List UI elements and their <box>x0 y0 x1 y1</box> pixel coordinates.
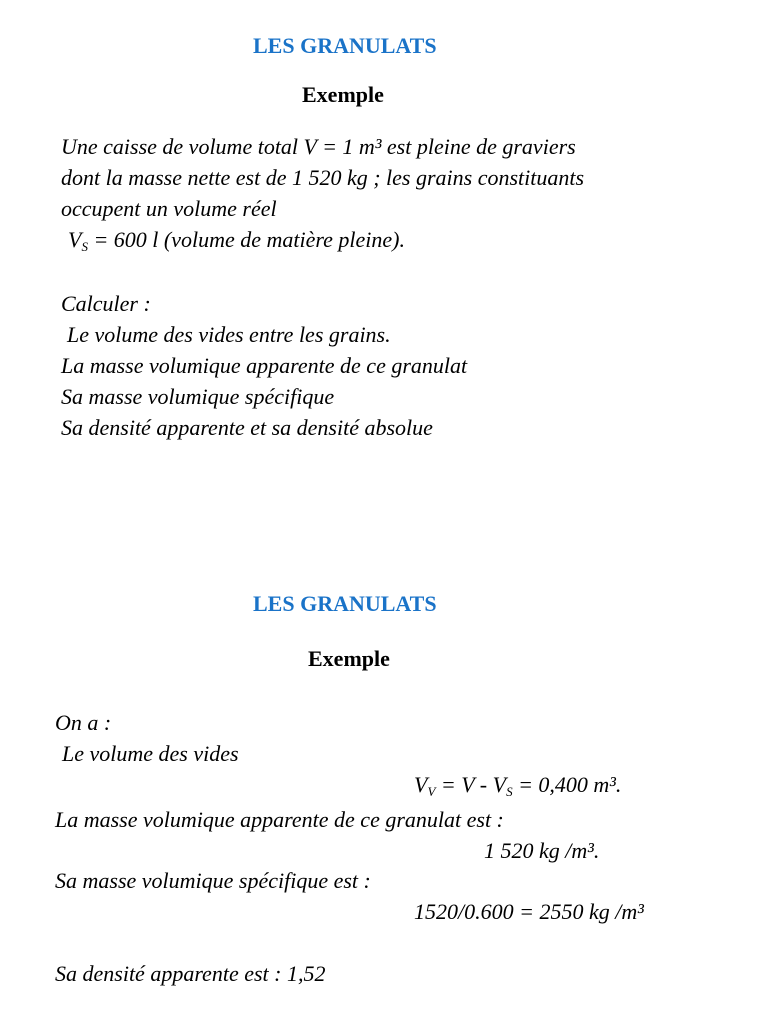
vs-definition: = 600 l (volume de matière pleine). <box>87 227 405 252</box>
specifique-value: 1520/0.600 = 2550 kg /m³ <box>414 899 644 924</box>
vv-subscript: V <box>427 784 436 799</box>
calculer-item-3: Sa masse volumique spécifique <box>61 384 335 409</box>
vides-formula <box>414 772 622 799</box>
vs-symbol: V <box>68 227 82 252</box>
apparente-label: La masse volumique apparente de ce granulat est : <box>55 807 504 832</box>
densite-apparente: Sa densité apparente est : 1,52 <box>55 961 326 986</box>
page-title: LES GRANULATS <box>253 33 437 58</box>
section-subtitle: Exemple <box>302 82 384 107</box>
statement-vs-line <box>68 227 405 254</box>
specifique-label: Sa masse volumique spécifique est : <box>55 868 371 893</box>
calculer-heading: Calculer : <box>61 291 151 316</box>
vs-subscript: S <box>81 239 88 254</box>
on-a-label: On a : <box>55 710 112 735</box>
calculer-item-1: Le volume des vides entre les grains. <box>67 322 391 347</box>
apparente-value: 1 520 kg /m³. <box>484 838 600 863</box>
vv-symbol: V <box>414 772 428 797</box>
page-title-2: LES GRANULATS <box>253 591 437 616</box>
statement-line-1: Une caisse de volume total V = 1 m³ est pleine de graviers <box>61 134 576 159</box>
calculer-item-2: La masse volumique apparente de ce granulat <box>61 353 468 378</box>
formula-result: = 0,400 m³. <box>512 772 622 797</box>
formula-middle: = V - V <box>435 772 507 797</box>
statement-line-3: occupent un volume réel <box>61 196 277 221</box>
vs-subscript-2: S <box>506 784 513 799</box>
calculer-item-4: Sa densité apparente et sa densité absolue <box>61 415 433 440</box>
statement-line-2: dont la masse nette est de 1 520 kg ; les grains constituants <box>61 165 585 190</box>
vides-label: Le volume des vides <box>62 741 239 766</box>
section-subtitle-2: Exemple <box>308 646 390 671</box>
